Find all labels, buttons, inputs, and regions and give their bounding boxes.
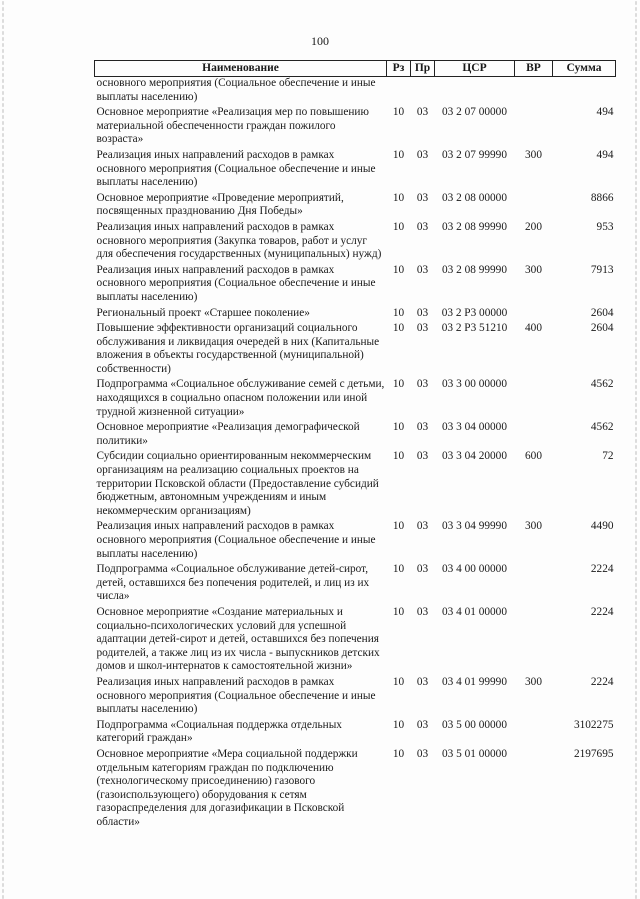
- cell-csr: 03 3 04 99990: [442, 520, 507, 533]
- cell-name: Реализация иных направлений расходов в рамках основного мероприятия (Социальное обеспечение и иные выплаты населению): [96, 263, 376, 303]
- cell-vr: [515, 563, 553, 606]
- cell-name: Реализация иных направлений расходов в рамках основного мероприятия (Закупка товаров, работ и услуг для обеспечения государственных (муниципальных) нужд): [96, 220, 382, 261]
- cell-csr: 03 2 07 00000: [442, 106, 507, 119]
- cell-sum: 2604: [590, 322, 614, 335]
- cell-csr: 03 3 04 00000: [442, 421, 507, 434]
- cell-name: Реализация иных направлений расходов в рамках основного мероприятия (Социальное обеспечение и иные выплаты населению): [96, 675, 376, 716]
- cell-rz: 10: [392, 520, 405, 533]
- cell-rz: 10: [392, 718, 405, 731]
- cell-sum: 2604: [590, 306, 614, 319]
- cell-rz: 10: [392, 605, 405, 618]
- cell-name: Субсидии социально ориентированным некоммерческим организациям на реализацию социальных проектов на территории Псковской области (Предоставление субсидий бюджетным, автономным учреждениям и иным некоммерческим организациям): [96, 450, 379, 517]
- cell-vr: [515, 421, 553, 450]
- cell-csr: 03 2 P3 51210: [441, 322, 508, 335]
- cell-sum: 72: [602, 450, 614, 463]
- cell-sum: 953: [596, 220, 614, 233]
- cell-pr: 03: [416, 563, 429, 576]
- table-row: [95, 719, 616, 748]
- cell-csr: [435, 77, 515, 107]
- cell-vr: 600: [525, 450, 542, 463]
- table-row: [95, 563, 616, 606]
- cell-sum: 2224: [590, 675, 614, 688]
- cell-vr: 200: [525, 220, 542, 233]
- cell-vr: [515, 106, 553, 149]
- cell-vr: 400: [525, 322, 542, 335]
- cell-sum: 4562: [590, 378, 614, 391]
- cell-pr: 03: [416, 421, 429, 434]
- table-row: [95, 520, 616, 563]
- cell-vr: [515, 606, 553, 676]
- cell-sum: [553, 77, 616, 107]
- cell-sum: 2224: [590, 605, 614, 618]
- cell-sum: 2224: [590, 563, 614, 576]
- cell-rz: 10: [392, 450, 405, 463]
- table-row: [95, 77, 616, 107]
- cell-pr: 03: [416, 450, 429, 463]
- cell-pr: 03: [416, 148, 429, 161]
- cell-pr: [411, 77, 435, 107]
- cell-pr: 03: [416, 605, 429, 618]
- cell-sum: 4490: [590, 520, 614, 533]
- cell-name: Повышение эффективности организаций социального обслуживания и ликвидация очередей в них (Капитальные вложения в объекты государственной (муниципальной) собственности): [96, 322, 380, 375]
- cell-rz: 10: [392, 747, 405, 760]
- table-row: [95, 149, 616, 192]
- table-row: [95, 450, 616, 520]
- table-row: [95, 378, 616, 421]
- cell-sum: 2197695: [573, 747, 614, 760]
- cell-vr: 300: [525, 675, 542, 688]
- table-row: [95, 221, 616, 264]
- cell-name: основного мероприятия (Социальное обеспечение и иные выплаты населению): [96, 77, 376, 103]
- cell-pr: 03: [416, 263, 429, 276]
- cell-sum: 7913: [590, 263, 614, 276]
- cell-name: Основное мероприятие «Реализация демографической политики»: [96, 421, 360, 447]
- cell-pr: 03: [416, 675, 429, 688]
- cell-name: Основное мероприятие «Реализация мер по повышению материальной обеспеченности граждан пожилого возраста»: [96, 106, 369, 146]
- header-sum: Сумма: [553, 61, 616, 77]
- table-row: [95, 264, 616, 307]
- cell-rz: 10: [392, 306, 405, 319]
- header-name: Наименование: [95, 61, 387, 77]
- cell-name: Подпрограмма «Социальное обслуживание семей с детьми, находящихся в социально опасном положении или иной трудной жизненной ситуации»: [96, 378, 385, 418]
- cell-name: Подпрограмма «Социальная поддержка отдельных категорий граждан»: [96, 718, 342, 745]
- cell-csr: 03 4 01 00000: [442, 605, 507, 618]
- cell-name: Основное мероприятие «Проведение мероприятий, посвященных празднованию Дня Победы»: [96, 191, 344, 218]
- cell-vr: 300: [525, 148, 542, 161]
- cell-sum: 8866: [590, 191, 614, 204]
- cell-rz: 10: [392, 106, 405, 119]
- cell-rz: 10: [392, 220, 405, 233]
- table-row: [95, 421, 616, 450]
- cell-sum: 4562: [590, 421, 614, 434]
- cell-rz: [387, 77, 411, 107]
- cell-vr: [515, 192, 553, 221]
- budget-table: [94, 60, 616, 831]
- cell-pr: 03: [416, 520, 429, 533]
- cell-csr: 03 2 08 99990: [442, 263, 507, 276]
- cell-rz: 10: [392, 563, 405, 576]
- table-body: [95, 77, 616, 832]
- cell-rz: 10: [392, 148, 405, 161]
- cell-pr: 03: [416, 220, 429, 233]
- table-row: [95, 106, 616, 149]
- left-edge-scan-artifact: [2, 0, 4, 899]
- cell-csr: 03 5 00 00000: [442, 718, 507, 731]
- cell-pr: 03: [416, 322, 429, 335]
- right-edge-scan-artifact: [635, 0, 637, 899]
- cell-vr: 300: [525, 520, 542, 533]
- cell-name: Подпрограмма «Социальное обслуживание детей-сирот, детей, оставшихся без попечения родителей, и лиц из их числа»: [96, 563, 370, 603]
- cell-rz: 10: [392, 675, 405, 688]
- header-vr: ВР: [515, 61, 553, 77]
- cell-name: Региональный проект «Старшее поколение»: [96, 306, 310, 319]
- table-row: [95, 676, 616, 719]
- cell-name: Реализация иных направлений расходов в рамках основного мероприятия (Социальное обеспечение и иные выплаты населению): [96, 520, 376, 560]
- cell-pr: 03: [416, 306, 429, 319]
- cell-pr: 03: [416, 747, 429, 760]
- cell-pr: 03: [416, 718, 429, 731]
- cell-vr: [515, 378, 553, 421]
- cell-name: Реализация иных направлений расходов в рамках основного мероприятия (Социальное обеспечение и иные выплаты населению): [96, 148, 376, 189]
- cell-rz: 10: [392, 191, 405, 204]
- cell-csr: 03 2 08 00000: [442, 191, 507, 204]
- cell-vr: 300: [525, 263, 542, 276]
- cell-sum: 3102275: [573, 718, 614, 731]
- table-row: [95, 606, 616, 676]
- cell-csr: 03 3 04 20000: [442, 450, 507, 463]
- cell-name: Основное мероприятие «Создание материальных и социально-психологических условий для успешной адаптации детей-сирот и детей, оставшихся без попечения родителей, а также лиц из их числа - выпускников детских домов и школ-интернатов к самостоятельной жизни»: [96, 605, 380, 673]
- cell-vr: [515, 719, 553, 748]
- cell-vr: [515, 748, 553, 832]
- cell-vr: [515, 77, 553, 107]
- cell-csr: 03 2 P3 00000: [441, 306, 508, 319]
- cell-name: Основное мероприятие «Мера социальной поддержки отдельным категориям граждан по подключению (технологическому присоединению) газового (газоиспользующего) оборудования к сетям газораспределения для догазификации в Псковской области»: [96, 747, 358, 828]
- cell-vr: [515, 307, 553, 323]
- table-row: [95, 307, 616, 323]
- cell-csr: 03 2 07 99990: [442, 148, 507, 161]
- cell-rz: 10: [392, 263, 405, 276]
- cell-pr: 03: [416, 106, 429, 119]
- cell-rz: 10: [392, 322, 405, 335]
- cell-csr: 03 2 08 99990: [442, 220, 507, 233]
- table-row: [95, 748, 616, 832]
- cell-csr: 03 4 01 99990: [442, 675, 507, 688]
- header-pr: Пр: [411, 61, 435, 77]
- page-number: 100: [311, 34, 329, 48]
- cell-pr: 03: [416, 378, 429, 391]
- header-csr: ЦСР: [435, 61, 515, 77]
- table-row: [95, 322, 616, 378]
- cell-rz: 10: [392, 378, 405, 391]
- cell-csr: 03 5 01 00000: [442, 747, 507, 760]
- table-header-row: [95, 61, 616, 77]
- cell-csr: 03 4 00 00000: [442, 563, 507, 576]
- header-rz: Рз: [387, 61, 411, 77]
- cell-csr: 03 3 00 00000: [442, 378, 507, 391]
- table-row: [95, 192, 616, 221]
- cell-sum: 494: [596, 148, 614, 161]
- cell-sum: 494: [596, 106, 614, 119]
- cell-pr: 03: [416, 191, 429, 204]
- cell-rz: 10: [392, 421, 405, 434]
